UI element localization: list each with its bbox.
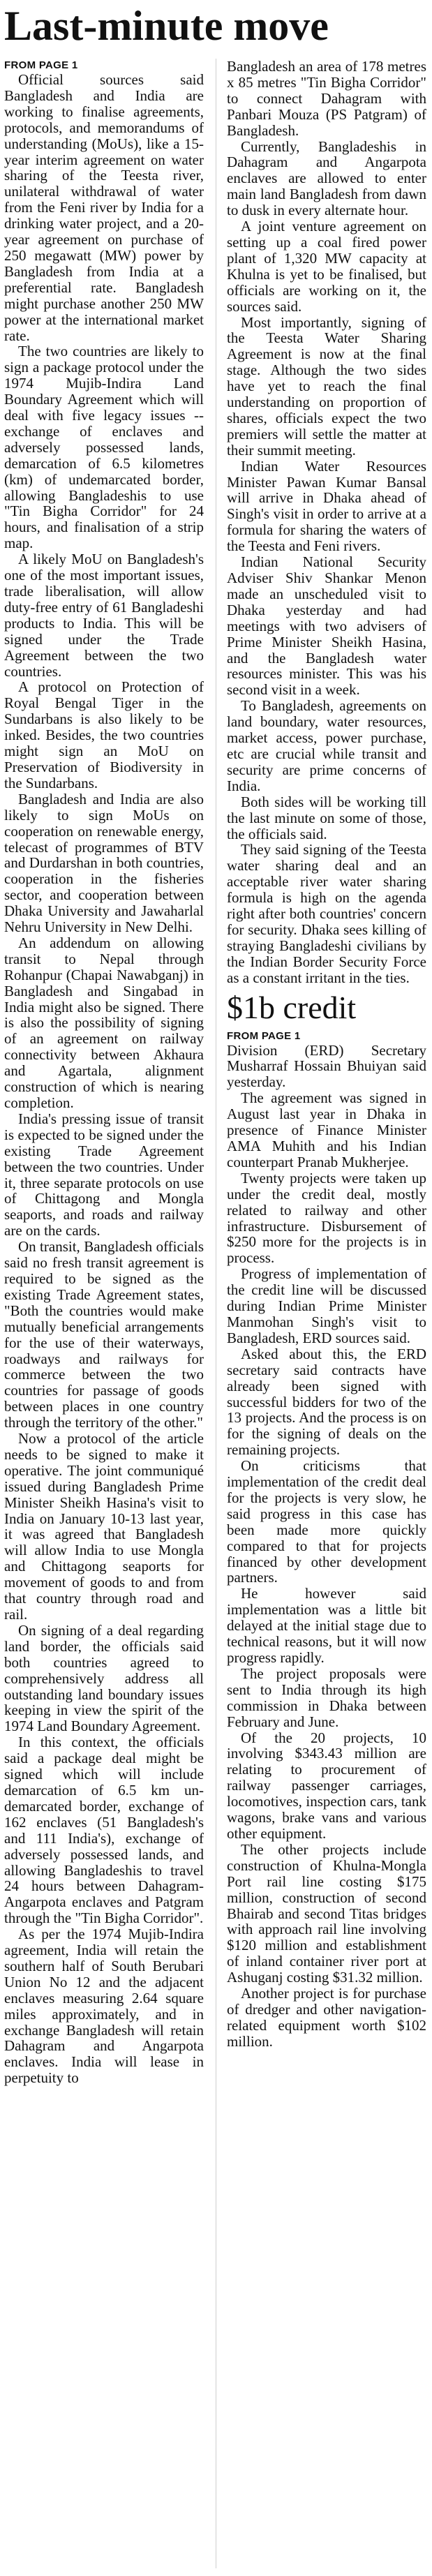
right-column [227, 59, 426, 2050]
paragraph: Progress of implementation of the credit line will be discussed during Indian Prime Minister Manmohan Singh's visit to Bangladesh, ERD sources said. [227, 1265, 426, 1346]
paragraph: In this context, the officials said a package deal might be signed which will include demarcation of 6.5 km un-demarcated border, exchange of 162 enclaves (51 Bangladesh's and 111 India's), exchange of adversely possessed lands, and allowing Bangladeshis to travel 24 hours between Dahagram-Angarpota enclaves and Patgram through the "Tin Bigha Corridor". [4, 1734, 204, 1927]
paragraph: He however said implementation was a little bit delayed at the initial stage due to technical reasons, but it will now progress rapidly. [227, 1585, 426, 1666]
story1-kicker: FROM PAGE 1 [4, 59, 78, 71]
paragraph: A likely MoU on Bangladesh's one of the most important issues, trade liberalisation, will allow duty-free entry of 61 Bangladeshi products to India. This will be signed under the Trade Agreement between the two countries. [4, 551, 204, 680]
paragraph: Both sides will be working till the last minute on some of those, the officials said. [227, 793, 426, 842]
paragraph: The agreement was signed in August last year in Dhaka in presence of Finance Minister AMA Muhith and his Indian counterpart Pranab Mukherjee. [227, 1089, 426, 1170]
paragraph: As per the 1974 Mujib-Indira agreement, India will retain the southern half of South Berubari Union No 12 and the adjacent enclaves measuring 2.64 square miles approximately, and in exchange Bangladesh will retain Dahagram and Angarpota enclaves. India will lease in perpetuity to [4, 1926, 204, 2087]
paragraph: On criticisms that implementation of the credit deal for the projects is very slow, he said progress in this case has been made more quickly compared to that for projects financed by other development partners. [227, 1457, 426, 1586]
paragraph: Asked about this, the ERD secretary said contracts have already been signed with successful bidders for two of the 13 projects. And the process is on for the signing of deals on the remaining projects. [227, 1345, 426, 1459]
paragraph: Currently, Bangladeshis in Dahagram and Angarpota enclaves are allowed to enter main land Bangladesh from dawn to dusk in every alternate hour. [227, 137, 426, 219]
paragraph: The project proposals were sent to India through its high commission in Dhaka between February and June. [227, 1665, 426, 1730]
paragraph: Bangladesh an area of 178 metres x 85 metres "Tin Bigha Corridor" to connect Dahagram with Panbari Mouza (PS Patgram) of Bangladesh. [227, 58, 426, 139]
paragraph: To Bangladesh, agreements on land boundary, water resources, market access, power purchase, etc are crucial while transit and security are prime concerns of India. [227, 697, 426, 794]
paragraph: Indian National Security Adviser Shiv Shankar Menon made an unscheduled visit to Dhaka yesterday and had meetings with two advisers of Prime Minister Sheikh Hasina, and the Bangladesh water resources minister. This was his second visit in a week. [227, 553, 426, 699]
paragraph: Official sources said Bangladesh and India are working to finalise agreements, protocols, and memorandums of understanding (MoUs), like a 15-year interim agreement on water sharing of the Teesta river, unilateral withdrawal of water from the Feni river by India for a drinking water project, and a 20-year agreement on purchase of 250 megawatt (MW) power by Bangladesh from India at a preferential rate. Bangladesh might purchase another 250 MW power at the international market rate. [4, 71, 204, 344]
paragraph: Division (ERD) Secretary Musharraf Hossain Bhuiyan said yesterday. [227, 1041, 426, 1091]
paragraph: A joint venture agreement on setting up a coal fired power plant of 1,320 MW capacity at Khulna is yet to be finalised, but officials are working on it, the sources said. [227, 218, 426, 315]
paragraph: Of the 20 projects, 10 involving $343.43 million are relating to procurement of railway passenger carriages, locomotives, inspection cars, tank wagons, brake vans and various other equipment. [227, 1729, 426, 1842]
paragraph: Bangladesh and India are also likely to sign MoUs on cooperation on renewable energy, telecast of programmes of BTV and Durdarshan in both countries, cooperation in the fisheries sector, and cooperation between Dhaka University and Jawaharlal Nehru University in New Delhi. [4, 790, 204, 936]
paragraph: Now a protocol of the article needs to be signed to make it operative. The joint communiqué issued during Bangladesh Prime Minister Sheikh Hasina's visit to India on January 10-13 last year, it was agreed that Bangladesh will allow India to use Mongla and Chittagong seaports for movement of goods to and from that country through road and rail. [4, 1430, 204, 1623]
paragraph: The other projects include construction of Khulna-Mongla Port rail line costing $175 million, construction of second Bhairab and second Titas bridges with approach rail line involving $120 million and establishment of inland container river port at Ashuganj costing $31.32 million. [227, 1840, 426, 1986]
paragraph: Twenty projects were taken up under the credit deal, mostly related to railway and other infrastructure. Disbursement of $250 more for the projects is in process. [227, 1169, 426, 1267]
paragraph: An addendum on allowing transit to Nepal through Rohanpur (Chapai Nawabganj) in Bangladesh and Singabad in India might also be signed. There is also the possibility of signing of an agreement on railway connectivity between Akhaura and Agartala, alignment construction of which is nearing completion. [4, 934, 204, 1111]
story2-kicker: FROM PAGE 1 [227, 1029, 301, 1042]
paragraph: On transit, Bangladesh officials said no fresh transit agreement is required to be signed as the existing Trade Agreement states, "Both the countries would make mutually beneficial arrangements for the use of their waterways, roadways and railways for commerce between the two countries for passage of goods between places in one country through the territory of the other." [4, 1238, 204, 1431]
paragraph: The two countries are likely to sign a package protocol under the 1974 Mujib-Indira Land Boundary Agreement which will deal with five legacy issues -- exchange of enclaves and adversely possessed lands, demarcation of 6.5 kilometres (km) of undemarcated border, allowing Bangladeshis to use "Tin Bigha Corridor" for 24 hours, and finalisation of a strip map. [4, 343, 204, 552]
paragraph: A protocol on Protection of Royal Bengal Tiger in the Sundarbans is also likely to be inked. Besides, the two countries might sign an MoU on Preservation of Biodiversity in the Sundarbans. [4, 678, 204, 791]
left-column [4, 59, 204, 2086]
paragraph: India's pressing issue of transit is expected to be signed under the existing Trade Agreement between the two countries. Under it, three separate protocols on use of Chittagong and Mongla seaports, and roads and railway are on the cards. [4, 1110, 204, 1239]
paragraph: Indian Water Resources Minister Pawan Kumar Bansal will arrive in Dhaka ahead of Singh's visit in order to arrive at a formula for sharing the waters of the Teesta and Feni rivers. [227, 457, 426, 555]
paragraph: Another project is for purchase of dredger and other navigation-related equipment worth $102 million. [227, 1985, 426, 2050]
headline: Last-minute move [4, 3, 329, 49]
story2-headline: $1b credit [227, 989, 357, 1025]
paragraph: On signing of a deal regarding land border, the officials said both countries agreed to comprehensively address all outstanding land boundary issues keeping in view the spirit of the 1974 Land Boundary Agreement. [4, 1621, 204, 1735]
paragraph: Most importantly, signing of the Teesta Water Sharing Agreement is now at the final stage. Although the two sides have yet to reach the final understanding on proportion of shares, officials expect the two premiers will settle the matter at their summit meeting. [227, 313, 426, 459]
paragraph: They said signing of the Teesta water sharing deal and an acceptable river water sharing formula is high on the agenda right after both countries' concern for security. Dhaka sees killing of straying Bangladeshi civilians by the Indian Border Security Force as a constant irritant in the ties. [227, 841, 426, 986]
